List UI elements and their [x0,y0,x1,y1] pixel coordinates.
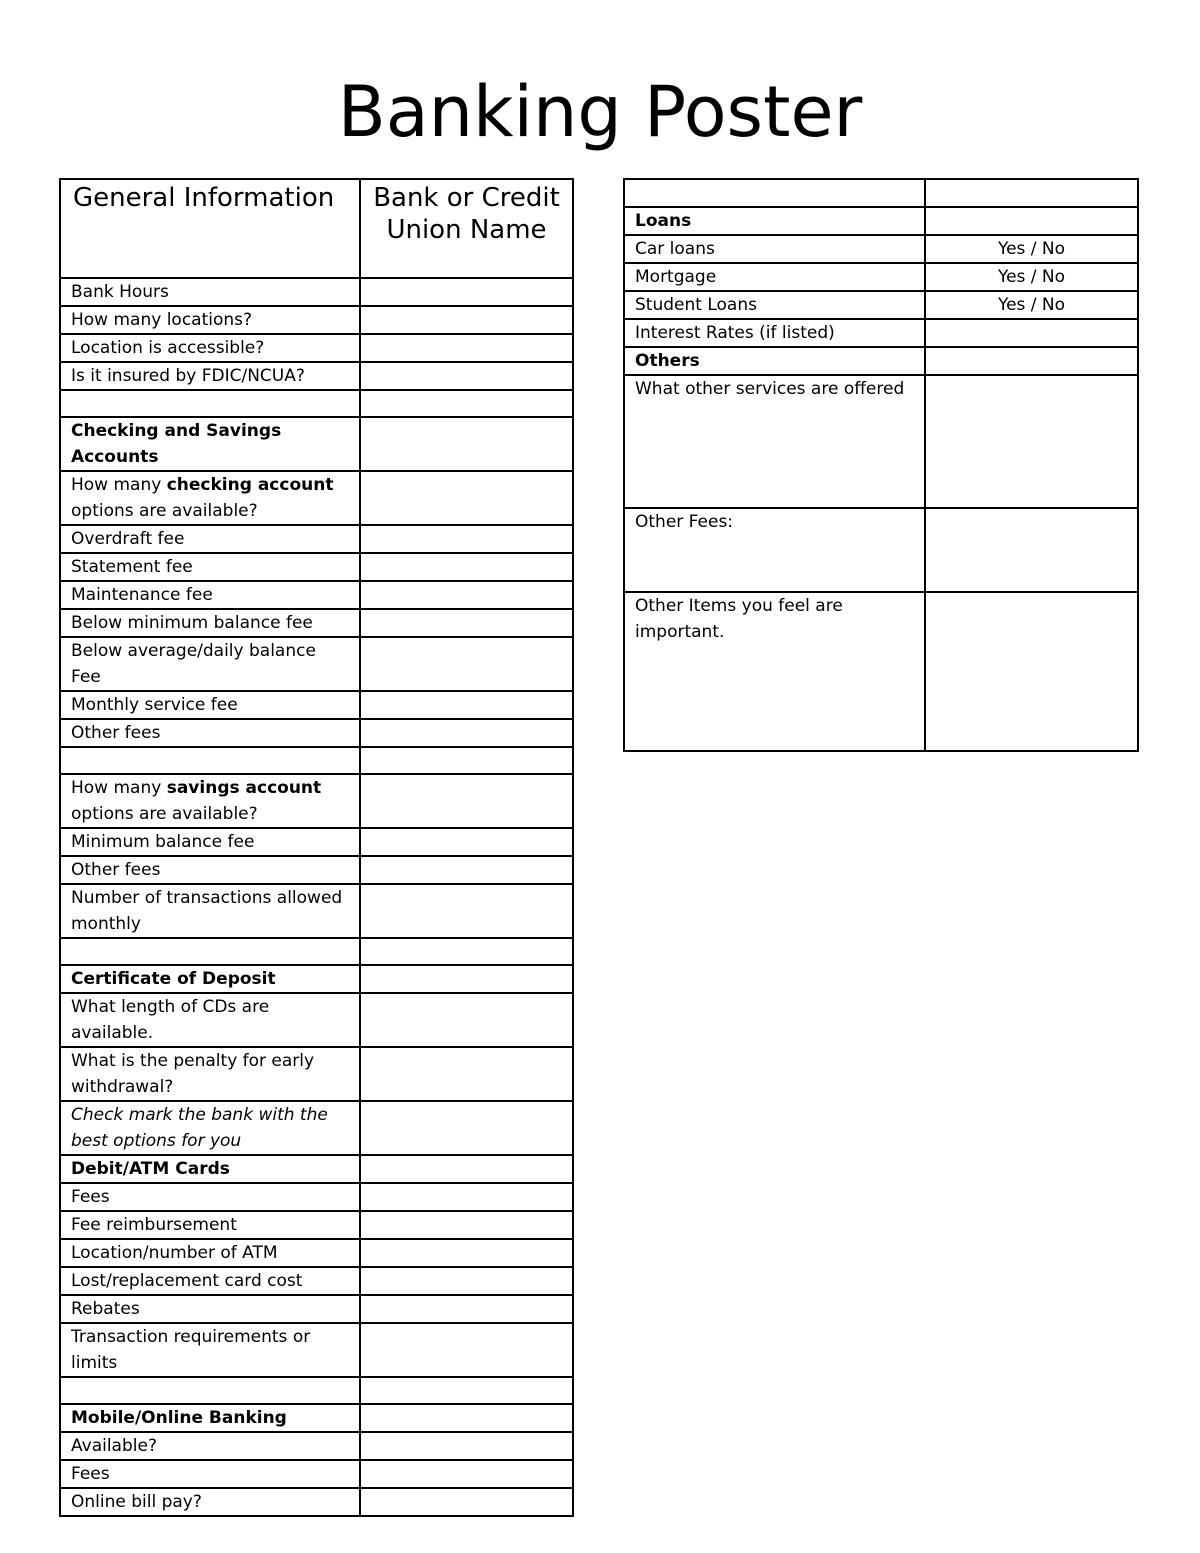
bank-value-cell[interactable] [360,1488,573,1516]
table-row [60,471,573,525]
table-row [60,306,573,334]
row-label-what-length-of-cds-are-available: What length of CDs are available. [60,993,360,1047]
row-label-mortgage: Mortgage [624,263,925,291]
loans-others-table [623,178,1139,752]
table-row [60,609,573,637]
bank-value-cell[interactable] [360,691,573,719]
value-cell[interactable] [925,319,1138,347]
bank-value-cell[interactable] [360,581,573,609]
row-label-other-fees: Other Fees: [624,508,925,592]
table-row [624,263,1138,291]
table-row [60,965,573,993]
table-row [60,1047,573,1101]
table-row [624,592,1138,751]
value-cell[interactable] [925,375,1138,508]
row-label-blank [60,1377,360,1404]
table-row [60,1488,573,1516]
row-label-fee-reimbursement: Fee reimbursement [60,1211,360,1239]
table-row [60,1101,573,1155]
row-label-other-items-you-feel-are-important: Other Items you feel are important. [624,592,925,751]
row-label-number-of-transactions-allowed-monthly: Number of transactions allowed monthly [60,884,360,938]
row-label-fees: Fees [60,1460,360,1488]
row-label-loans: Loans [624,207,925,235]
yes-no-option[interactable]: Yes / No [925,235,1138,263]
row-label-check-mark-the-bank-with-the-best-options-for-you: Check mark the bank with the best options for you [60,1101,360,1155]
table-row [60,1295,573,1323]
bank-value-cell[interactable] [360,471,573,525]
bank-value-cell[interactable] [360,362,573,390]
general-information-table [59,178,574,1517]
yes-no-option[interactable]: Yes / No [925,291,1138,319]
bank-value-cell[interactable] [360,525,573,553]
label-text: How many [71,778,167,798]
row-label-certificate-of-deposit: Certificate of Deposit [60,965,360,993]
row-label-what-other-services-are-offered: What other services are offered [624,375,925,508]
label-text: options are available? [71,804,258,824]
row-label-location-is-accessible: Location is accessible? [60,334,360,362]
bank-value-cell[interactable] [360,938,573,965]
bank-value-cell[interactable] [360,306,573,334]
table-row [60,1432,573,1460]
row-label-rebates: Rebates [60,1295,360,1323]
bank-value-cell[interactable] [360,1460,573,1488]
row-label-transaction-requirements-or-limits: Transaction requirements or limits [60,1323,360,1377]
row-label-blank [60,938,360,965]
table-row [60,637,573,691]
table-row [60,1323,573,1377]
bank-value-cell[interactable] [360,747,573,774]
bank-value-cell[interactable] [360,884,573,938]
table-row [60,856,573,884]
bank-value-cell[interactable] [360,993,573,1047]
value-cell[interactable] [925,179,1138,207]
table-row [624,179,1138,207]
bank-value-cell[interactable] [360,1047,573,1101]
bank-value-cell[interactable] [360,828,573,856]
general-information-header: General Information [60,179,360,278]
row-label-lost-replacement-card-cost: Lost/replacement card cost [60,1267,360,1295]
table-row [60,1211,573,1239]
table-row [60,691,573,719]
table-row [60,828,573,856]
row-label-how-many [60,774,360,828]
label-emphasis: checking account [166,475,334,495]
table-row [624,375,1138,508]
table-row [60,1404,573,1432]
table-row [60,417,573,471]
row-label-minimum-balance-fee: Minimum balance fee [60,828,360,856]
row-label-available: Available? [60,1432,360,1460]
row-label-car-loans: Car loans [624,235,925,263]
row-label-checking-and-savings-accounts: Checking and Savings Accounts [60,417,360,471]
row-label-blank [624,179,925,207]
bank-value-cell[interactable] [360,553,573,581]
table-row [60,884,573,938]
table-row [60,390,573,417]
bank-value-cell[interactable] [360,1101,573,1155]
row-label-blank [60,747,360,774]
row-label-bank-hours: Bank Hours [60,278,360,306]
table-row [60,1377,573,1404]
bank-value-cell[interactable] [360,1295,573,1323]
row-label-other-fees: Other fees [60,719,360,747]
bank-value-cell[interactable] [360,1323,573,1377]
row-label-statement-fee: Statement fee [60,553,360,581]
table-row [60,334,573,362]
yes-no-option[interactable]: Yes / No [925,263,1138,291]
bank-value-cell[interactable] [360,1267,573,1295]
bank-value-cell[interactable] [360,278,573,306]
page-title: Banking Poster [337,71,863,153]
row-label-what-is-the-penalty-for-early-withdrawal: What is the penalty for early withdrawal? [60,1047,360,1101]
label-text: options are available? [71,501,258,521]
bank-value-cell[interactable] [360,965,573,993]
table-row [60,1267,573,1295]
table-row [624,508,1138,592]
row-label-is-it-insured-by-fdic-ncua: Is it insured by FDIC/NCUA? [60,362,360,390]
row-label-how-many-locations: How many locations? [60,306,360,334]
table-row [60,774,573,828]
bank-value-cell[interactable] [360,1432,573,1460]
table-row [624,291,1138,319]
bank-value-cell[interactable] [360,637,573,691]
value-cell[interactable] [925,592,1138,751]
bank-value-cell[interactable] [360,1183,573,1211]
row-label-others: Others [624,347,925,375]
row-label-monthly-service-fee: Monthly service fee [60,691,360,719]
bank-value-cell[interactable] [360,390,573,417]
table-row [60,993,573,1047]
bank-value-cell[interactable] [360,1155,573,1183]
row-label-maintenance-fee: Maintenance fee [60,581,360,609]
label-emphasis: savings account [166,778,322,798]
row-label-other-fees: Other fees [60,856,360,884]
table-row [60,747,573,774]
bank-value-cell[interactable] [360,719,573,747]
bank-value-cell[interactable] [360,856,573,884]
bank-value-cell[interactable] [360,417,573,471]
row-label-location-number-of-atm: Location/number of ATM [60,1239,360,1267]
bank-value-cell[interactable] [360,1239,573,1267]
table-row [60,1183,573,1211]
table-row [60,553,573,581]
table-row [624,235,1138,263]
table-header-row [60,179,573,278]
value-cell[interactable] [925,508,1138,592]
bank-value-cell[interactable] [360,334,573,362]
table-row [60,362,573,390]
bank-value-cell[interactable] [360,1377,573,1404]
table-row [60,278,573,306]
table-row [624,347,1138,375]
label-text: How many [71,475,167,495]
row-label-below-average-daily-balance-fee: Below average/daily balance Fee [60,637,360,691]
table-row [60,525,573,553]
value-cell[interactable] [925,207,1138,235]
table-row [624,319,1138,347]
bank-name-header: Bank or Credit Union Name [360,179,573,278]
table-row [60,1239,573,1267]
row-label-blank [60,390,360,417]
bank-value-cell[interactable] [360,774,573,828]
row-label-overdraft-fee: Overdraft fee [60,525,360,553]
row-label-online-bill-pay: Online bill pay? [60,1488,360,1516]
bank-value-cell[interactable] [360,1404,573,1432]
row-label-fees: Fees [60,1183,360,1211]
table-row [60,938,573,965]
table-row [60,581,573,609]
table-row [60,719,573,747]
table-row [60,1460,573,1488]
row-label-below-minimum-balance-fee: Below minimum balance fee [60,609,360,637]
table-row [624,207,1138,235]
row-label-interest-rates-if-listed: Interest Rates (if listed) [624,319,925,347]
row-label-mobile-online-banking: Mobile/Online Banking [60,1404,360,1432]
row-label-debit-atm-cards: Debit/ATM Cards [60,1155,360,1183]
bank-value-cell[interactable] [360,609,573,637]
bank-value-cell[interactable] [360,1211,573,1239]
table-row [60,1155,573,1183]
row-label-student-loans: Student Loans [624,291,925,319]
value-cell[interactable] [925,347,1138,375]
row-label-how-many [60,471,360,525]
